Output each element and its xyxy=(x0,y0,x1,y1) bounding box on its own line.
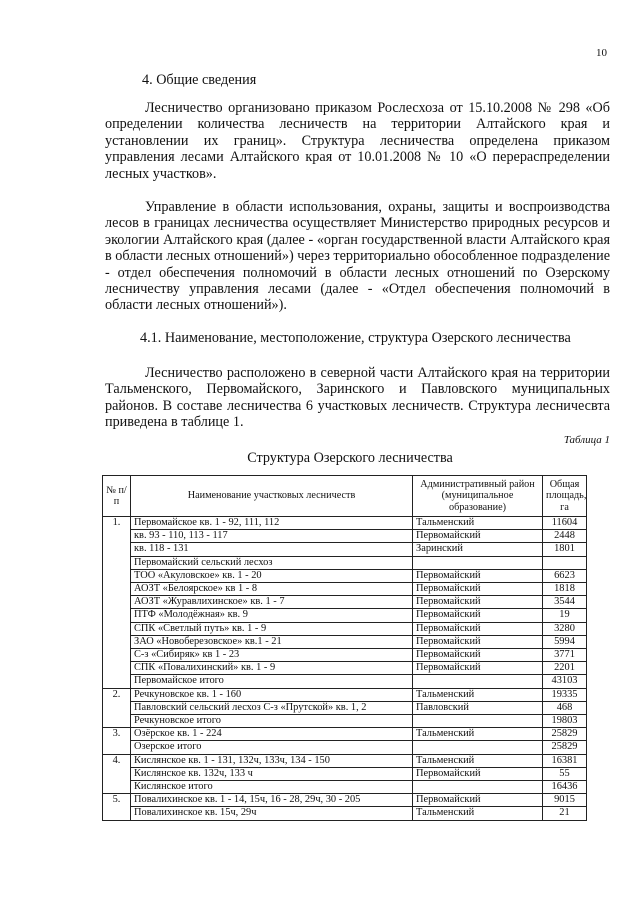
table-row xyxy=(103,781,587,794)
table-row xyxy=(103,688,587,701)
cell-area: 25829 xyxy=(543,728,587,741)
table-caption: Таблица 1 xyxy=(563,434,610,446)
cell-district xyxy=(413,715,543,728)
header-num: № п/п xyxy=(103,476,131,517)
table-row xyxy=(103,662,587,675)
cell-area: 19803 xyxy=(543,715,587,728)
cell-name: Павловский сельский лесхоз С-з «Прутской» кв. 1, 2 xyxy=(131,701,413,714)
cell-district: Первомайский xyxy=(413,794,543,807)
cell-name: Озёрское кв. 1 - 224 xyxy=(131,728,413,741)
cell-name: СПК «Повалихинский» кв. 1 - 9 xyxy=(131,662,413,675)
table-row xyxy=(103,530,587,543)
cell-area: 21 xyxy=(543,807,587,820)
cell-district: Первомайский xyxy=(413,609,543,622)
cell-area: 16436 xyxy=(543,781,587,794)
cell-area: 19335 xyxy=(543,688,587,701)
table-row xyxy=(103,728,587,741)
table-row xyxy=(103,767,587,780)
cell-district: Тальменский xyxy=(413,688,543,701)
cell-district: Тальменский xyxy=(413,807,543,820)
cell-district: Тальменский xyxy=(413,517,543,530)
cell-name: Повалихинское кв. 1 - 14, 15ч, 16 - 28, 29ч, 30 - 205 xyxy=(131,794,413,807)
cell-name: Озерское итого xyxy=(131,741,413,754)
cell-area: 19 xyxy=(543,609,587,622)
paragraph-organization: Лесничество организовано приказом Рослесхоза от 15.10.2008 № 298 «Об определении количества лесничеств на территории Алтайского края и установлении их границ». Структура лесничества определена приказом управления лесами Алтайского края от 10.01.2008 № 10 «О перераспределении лесных участков». xyxy=(105,100,610,182)
cell-name: Повалихинское кв. 15ч, 29ч xyxy=(131,807,413,820)
cell-district xyxy=(413,675,543,688)
cell-area: 55 xyxy=(543,767,587,780)
table-row xyxy=(103,583,587,596)
cell-name: Первомайское итого xyxy=(131,675,413,688)
table-row xyxy=(103,715,587,728)
cell-name: С-з «Сибиряк» кв 1 - 23 xyxy=(131,649,413,662)
cell-area: 16381 xyxy=(543,754,587,767)
cell-name: Кислянское итого xyxy=(131,781,413,794)
cell-district: Павловский xyxy=(413,701,543,714)
table-row xyxy=(103,596,587,609)
table-row xyxy=(103,701,587,714)
cell-name: ТОО «Акуловское» кв. 1 - 20 xyxy=(131,569,413,582)
cell-name: Речкуновское кв. 1 - 160 xyxy=(131,688,413,701)
cell-district: Первомайский xyxy=(413,596,543,609)
cell-name: АОЗТ «Белоярское» кв 1 - 8 xyxy=(131,583,413,596)
cell-name: ПТФ «Молодёжная» кв. 9 xyxy=(131,609,413,622)
header-name: Наименование участковых лесничеств xyxy=(131,476,413,517)
cell-name: Первомайское кв. 1 - 92, 111, 112 xyxy=(131,517,413,530)
cell-area: 2448 xyxy=(543,530,587,543)
cell-district: Первомайский xyxy=(413,767,543,780)
paragraph-management: Управление в области использования, охраны, защиты и воспроизводства лесов в границах лесничества осуществляет Министерство природных ресурсов и экологии Алтайского края (далее - «орган государственной власти Алтайского края в области лесных отношений») через территориально обособленное подразделение - отдел обеспечения полномочий в области лесных отношений по Озерскому лесничеству управления лесами (далее - «Отдел обеспечения полномочий в области лесных отношений»). xyxy=(105,199,610,314)
cell-district: Первомайский xyxy=(413,530,543,543)
cell-area: 2201 xyxy=(543,662,587,675)
cell-area: 468 xyxy=(543,701,587,714)
paragraph-location: Лесничество расположено в северной части Алтайского края на территории Тальменского, Первомайского, Заринского и Павловского муниципальных районов. В составе лесничества 6 участковых лесничеств. Структура лесничесвта приведена в таблице 1. xyxy=(105,365,610,431)
table-row xyxy=(103,675,587,688)
cell-num: 5. xyxy=(103,794,131,820)
table-row xyxy=(103,556,587,569)
cell-name: СПК «Светлый путь» кв. 1 - 9 xyxy=(131,622,413,635)
cell-district: Первомайский xyxy=(413,622,543,635)
cell-name: кв. 118 - 131 xyxy=(131,543,413,556)
cell-num: 2. xyxy=(103,688,131,728)
cell-num: 3. xyxy=(103,728,131,754)
cell-district: Первомайский xyxy=(413,649,543,662)
header-district: Административный район (муниципальное образование) xyxy=(413,476,543,517)
cell-district xyxy=(413,556,543,569)
subsection-heading: 4.1. Наименование, местоположение, структура Озерского лесничества xyxy=(140,330,571,346)
cell-name: Кислянское кв. 132ч, 133 ч xyxy=(131,767,413,780)
cell-name: АОЗТ «Журавлихинское» кв. 1 - 7 xyxy=(131,596,413,609)
cell-district: Первомайский xyxy=(413,583,543,596)
cell-num: 1. xyxy=(103,517,131,689)
cell-district: Первомайский xyxy=(413,662,543,675)
cell-area: 43103 xyxy=(543,675,587,688)
section-heading: 4. Общие сведения xyxy=(142,72,257,88)
cell-area: 1818 xyxy=(543,583,587,596)
cell-name: ЗАО «Новоберезовское» кв.1 - 21 xyxy=(131,635,413,648)
cell-area: 5994 xyxy=(543,635,587,648)
cell-area: 3280 xyxy=(543,622,587,635)
cell-num: 4. xyxy=(103,754,131,794)
table-row xyxy=(103,754,587,767)
table-row xyxy=(103,807,587,820)
table-row xyxy=(103,609,587,622)
cell-name: Первомайский сельский лесхоз xyxy=(131,556,413,569)
cell-name: Речкуновское итого xyxy=(131,715,413,728)
cell-area xyxy=(543,556,587,569)
table-row xyxy=(103,741,587,754)
cell-district: Тальменский xyxy=(413,728,543,741)
cell-area: 6623 xyxy=(543,569,587,582)
table-title: Структура Озерского лесничества xyxy=(247,450,453,466)
cell-area: 1801 xyxy=(543,543,587,556)
cell-district xyxy=(413,741,543,754)
cell-name: кв. 93 - 110, 113 - 117 xyxy=(131,530,413,543)
table-row xyxy=(103,794,587,807)
page-number: 10 xyxy=(596,47,607,59)
table-row xyxy=(103,649,587,662)
table-row xyxy=(103,635,587,648)
table-row xyxy=(103,569,587,582)
cell-area: 3771 xyxy=(543,649,587,662)
table-row xyxy=(103,543,587,556)
cell-area: 9015 xyxy=(543,794,587,807)
structure-table xyxy=(102,475,587,821)
cell-district: Заринский xyxy=(413,543,543,556)
table-body xyxy=(103,517,587,821)
cell-area: 11604 xyxy=(543,517,587,530)
table-header-row xyxy=(103,476,587,517)
cell-district: Первомайский xyxy=(413,569,543,582)
header-area: Общая площадь, га xyxy=(543,476,587,517)
cell-area: 25829 xyxy=(543,741,587,754)
table-row xyxy=(103,622,587,635)
cell-area: 3544 xyxy=(543,596,587,609)
cell-name: Кислянское кв. 1 - 131, 132ч, 133ч, 134 - 150 xyxy=(131,754,413,767)
cell-district: Первомайский xyxy=(413,635,543,648)
cell-district xyxy=(413,781,543,794)
cell-district: Тальменский xyxy=(413,754,543,767)
table-row xyxy=(103,517,587,530)
